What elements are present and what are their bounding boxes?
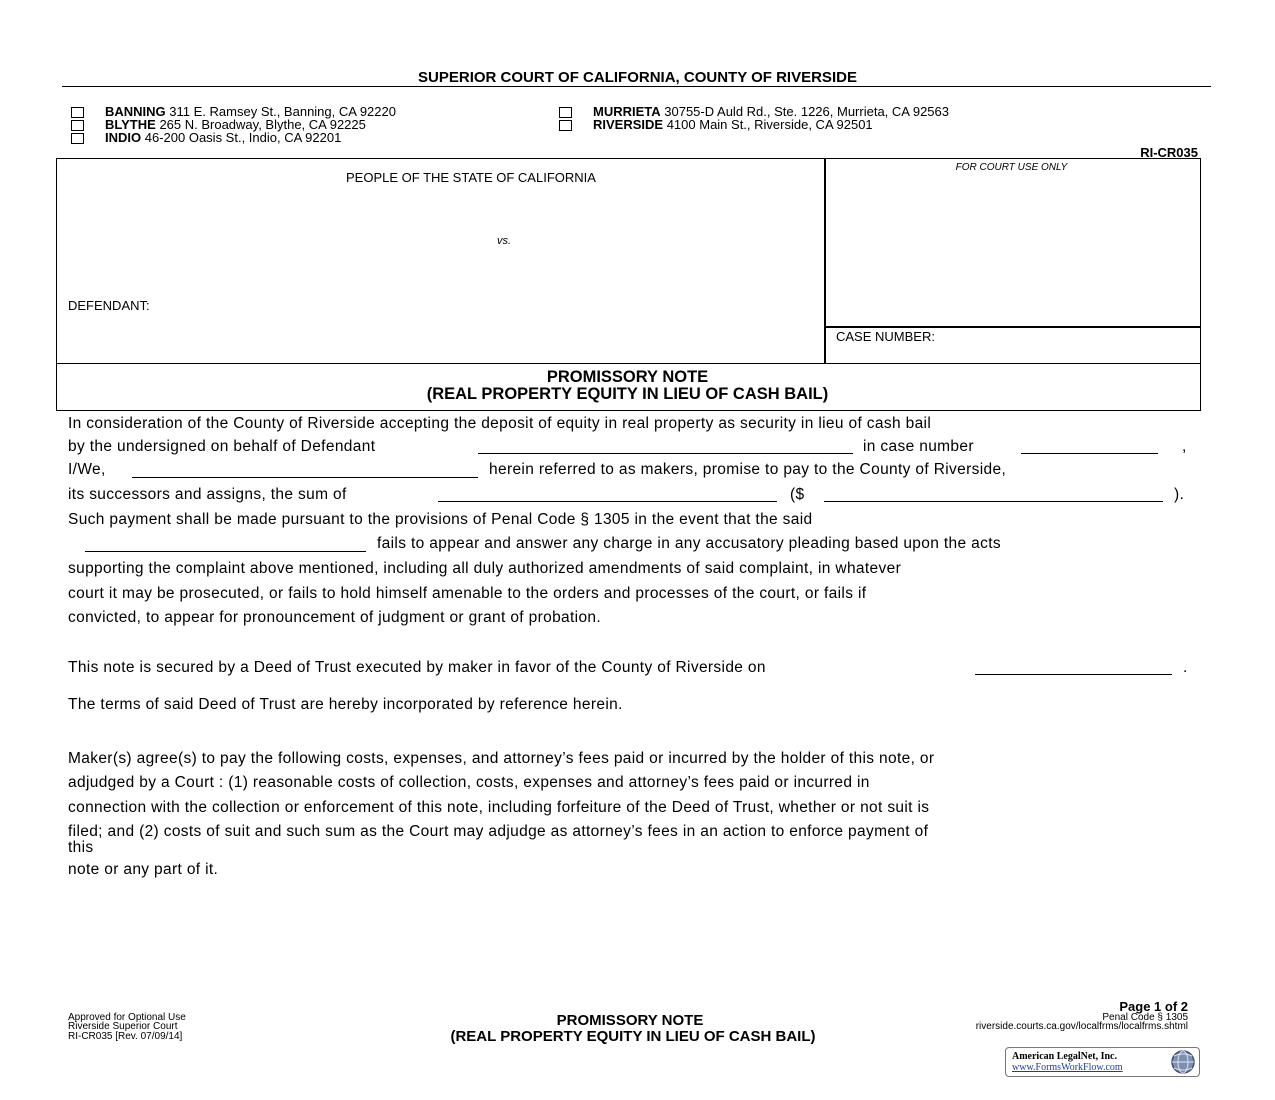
- location-banning: BANNING 311 E. Ramsey St., Banning, CA 92220: [105, 104, 396, 119]
- defendant-label: DEFENDANT:: [68, 298, 150, 313]
- case-number-field[interactable]: [1021, 453, 1158, 454]
- footer-penal-code: Penal Code § 1305: [1102, 1012, 1188, 1023]
- deed-line-1-end: .: [1183, 659, 1188, 676]
- body-line-6: fails to appear and answer any charge in any accusatory pleading based upon the acts: [377, 535, 1001, 552]
- maker-line-4b: this: [68, 839, 94, 856]
- body-line-9: convicted, to appear for pronouncement of judgment or grant of probation.: [68, 609, 602, 626]
- said-person-field[interactable]: [85, 551, 366, 552]
- maker-line-3: connection with the collection or enforcement of this note, including forfeiture of the Deed of Trust, whether or not suit is: [68, 799, 930, 816]
- court-title: SUPERIOR COURT OF CALIFORNIA, COUNTY OF RIVERSIDE: [418, 69, 857, 86]
- body-line-3a: I/We,: [68, 461, 106, 478]
- maker-line-1: Maker(s) agree(s) to pay the following costs, expenses, and attorney’s fees paid or incurred by the holder of this note, or: [68, 750, 935, 767]
- body-line-3b: herein referred to as makers, promise to pay to the County of Riverside,: [489, 461, 1007, 478]
- header-rule: [62, 86, 1211, 87]
- sum-words-field[interactable]: [438, 501, 777, 502]
- body-line-1: In consideration of the County of Riverside accepting the deposit of equity in real property as security in lieu of cash bail: [68, 415, 932, 432]
- deed-date-field[interactable]: [975, 674, 1172, 675]
- location-murrieta: MURRIETA 30755-D Auld Rd., Ste. 1226, Murrieta, CA 92563: [593, 104, 949, 119]
- globe-icon: [1170, 1049, 1196, 1075]
- murrieta-checkbox[interactable]: [559, 107, 572, 118]
- body-line-2a: by the undersigned on behalf of Defendant: [68, 438, 376, 455]
- body-line-2b: in case number: [863, 438, 974, 455]
- american-legalnet-logo[interactable]: [1005, 1047, 1200, 1077]
- body-line-4c: ).: [1174, 486, 1185, 503]
- body-line-8: court it may be prosecuted, or fails to hold himself amenable to the orders and processes of the court, or fails if: [68, 585, 867, 602]
- location-blythe: BLYTHE 265 N. Broadway, Blythe, CA 92225: [105, 117, 366, 132]
- location-riverside: RIVERSIDE 4100 Main St., Riverside, CA 92501: [593, 117, 873, 132]
- indio-checkbox[interactable]: [71, 133, 84, 144]
- body-line-4b: ($: [790, 486, 805, 503]
- page-number: Page 1 of 2: [1119, 999, 1188, 1014]
- body-line-4a: its successors and assigns, the sum of: [68, 486, 347, 503]
- footer-url[interactable]: riverside.courts.ca.gov/localfrms/localfrms.shtml: [975, 1021, 1188, 1032]
- deed-line-2: The terms of said Deed of Trust are hereby incorporated by reference herein.: [68, 696, 623, 713]
- riverside-checkbox[interactable]: [559, 120, 572, 131]
- footer-court: Riverside Superior Court: [68, 1021, 178, 1032]
- makers-field[interactable]: [132, 477, 478, 478]
- location-indio: INDIO 46-200 Oasis St., Indio, CA 92201: [105, 130, 342, 145]
- form-id: RI-CR035: [1140, 145, 1198, 160]
- footer-approved: Approved for Optional Use: [68, 1012, 186, 1023]
- caption-box: [56, 158, 826, 364]
- form-title-line1: PROMISSORY NOTE: [546, 368, 709, 386]
- body-line-2c: ,: [1182, 438, 1187, 455]
- deed-line-1: This note is secured by a Deed of Trust executed by maker in favor of the County of Riverside on: [68, 659, 766, 676]
- logo-url[interactable]: www.FormsWorkFlow.com: [1012, 1062, 1123, 1073]
- maker-line-2: adjudged by a Court : (1) reasonable costs of collection, costs, expenses and attorney’s fees paid or incurred in: [68, 774, 870, 791]
- blythe-checkbox[interactable]: [71, 120, 84, 131]
- defendant-name-field[interactable]: [478, 453, 853, 454]
- body-line-7: supporting the complaint above mentioned, including all duly authorized amendments of said complaint, in whatever: [68, 560, 902, 577]
- vs-label: vs.: [497, 235, 512, 247]
- case-number-label: CASE NUMBER:: [836, 329, 935, 344]
- people-label: PEOPLE OF THE STATE OF CALIFORNIA: [346, 170, 596, 185]
- form-title-line2: (REAL PROPERTY EQUITY IN LIEU OF CASH BAIL): [426, 385, 829, 403]
- footer-title-line2: (REAL PROPERTY EQUITY IN LIEU OF CASH BAIL): [450, 1028, 816, 1045]
- court-use-label: FOR COURT USE ONLY: [955, 162, 1068, 173]
- body-line-5: Such payment shall be made pursuant to the provisions of Penal Code § 1305 in the event that the said: [68, 511, 813, 528]
- footer-title-line1: PROMISSORY NOTE: [556, 1012, 704, 1029]
- footer-rev: RI-CR035 [Rev. 07/09/14]: [68, 1031, 183, 1042]
- sum-amount-field[interactable]: [824, 501, 1163, 502]
- maker-line-5: note or any part of it.: [68, 861, 219, 878]
- logo-company: American LegalNet, Inc.: [1012, 1051, 1117, 1062]
- banning-checkbox[interactable]: [71, 107, 84, 118]
- maker-line-4: filed; and (2) costs of suit and such sum as the Court may adjudge as attorney’s fees in an action to enforce payment of: [68, 823, 929, 840]
- court-use-box: [824, 158, 1201, 328]
